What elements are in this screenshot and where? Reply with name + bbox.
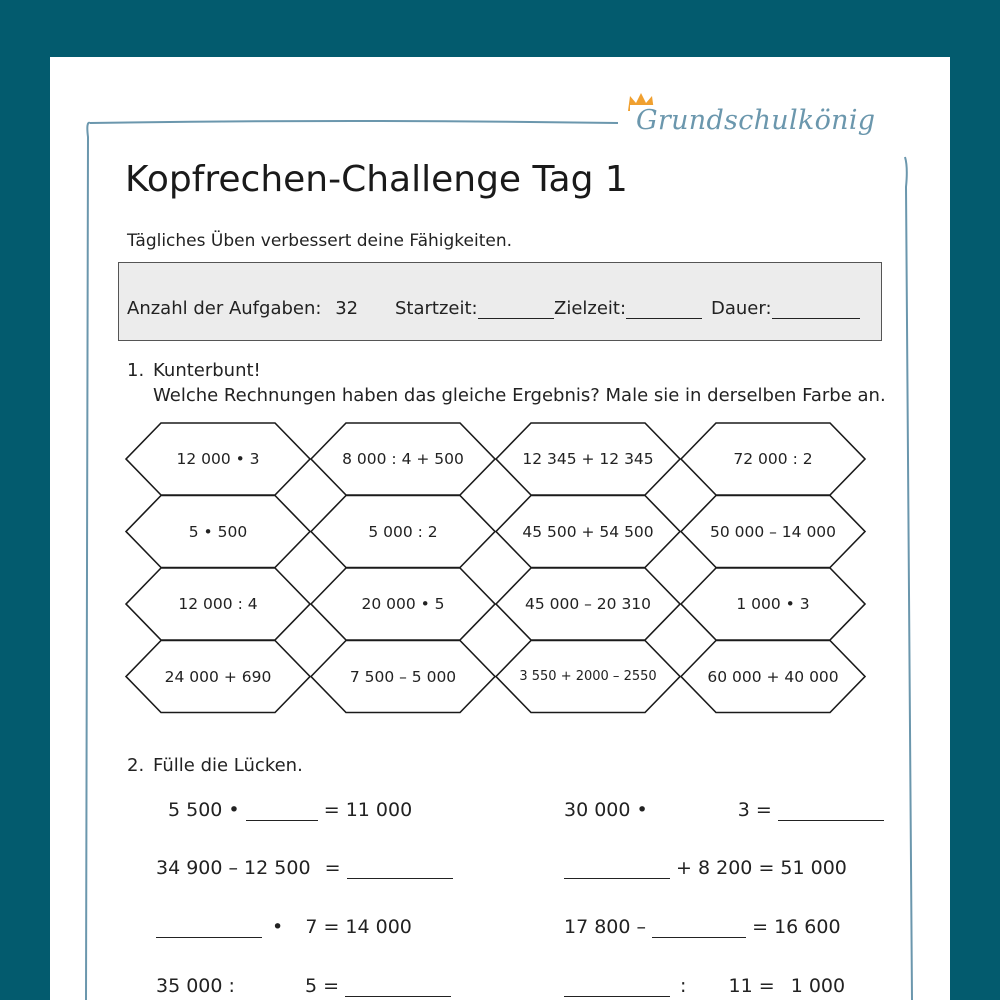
page-subtitle: Tägliches Üben verbessert deine Fähigkeiten. (127, 231, 513, 251)
hexagon-label: 5 • 500 (188, 522, 248, 541)
equation-left-4-a: 35 000 : (156, 975, 235, 997)
equation-left-4 (156, 975, 451, 997)
equation-right-2-a: + 8 200 = 51 000 (676, 857, 847, 879)
equation-right-4-a: : (680, 975, 687, 997)
hexagon-label: 50 000 – 14 000 (709, 522, 837, 541)
equation-right-4-c: 1 000 (790, 975, 846, 997)
equation-right-3-b: = 16 600 (752, 916, 841, 938)
answer-blank[interactable] (246, 800, 318, 821)
equation-right-4-b: 11 = (728, 975, 775, 997)
hexagon-label: 72 000 : 2 (733, 450, 813, 468)
hexagon-label: 60 000 + 40 000 (707, 667, 839, 686)
answer-blank[interactable] (345, 976, 451, 997)
task1-heading: Kunterbunt! (153, 360, 261, 381)
hexagon-label: 45 000 – 20 310 (524, 595, 652, 613)
task-count-value: 32 (335, 298, 359, 319)
equation-right-1-b: 3 = (737, 799, 772, 821)
task2-number: 2. (127, 755, 145, 776)
equation-left-1-b: = 11 000 (323, 799, 413, 821)
equation-right-1-a: 30 000 • (564, 799, 648, 821)
equation-left-1 (168, 799, 412, 821)
equation-left-3-a: • (272, 916, 284, 938)
answer-blank[interactable] (564, 976, 670, 997)
equation-left-3 (156, 916, 412, 938)
equation-right-1 (564, 799, 884, 821)
hexagon-label: 12 345 + 12 345 (522, 450, 654, 468)
equation-right-3 (564, 916, 841, 938)
start-time-label: Startzeit: (395, 298, 478, 319)
hexagon-label: 12 000 • 3 (176, 450, 260, 468)
equation-left-2-b: = (324, 857, 341, 879)
answer-blank[interactable] (156, 917, 262, 938)
answer-blank[interactable] (564, 858, 670, 879)
duration-label: Dauer: (711, 298, 772, 319)
equation-left-4-b: 5 = (304, 975, 340, 997)
hexagon-label: 24 000 + 690 (164, 667, 272, 686)
hexagon-label: 12 000 : 4 (178, 595, 258, 613)
hexagon-label: 7 500 – 5 000 (349, 667, 457, 686)
equation-left-3-b: 7 = 14 000 (305, 916, 412, 938)
task2-heading: Fülle die Lücken. (153, 755, 303, 776)
brand-logo: Grundschulkönig (630, 105, 881, 136)
hexagon-label: 3 550 + 2000 – 2550 (519, 668, 657, 684)
hexagon-label: 45 500 + 54 500 (522, 522, 654, 541)
target-time-label: Zielzeit: (554, 298, 627, 319)
hexagon-label: 5 000 : 2 (368, 522, 438, 541)
equation-left-2 (156, 857, 453, 879)
hexagon-label: 20 000 • 5 (361, 595, 445, 613)
task1-number: 1. (127, 360, 145, 381)
equation-right-4 (564, 975, 845, 997)
equation-right-2 (564, 857, 847, 879)
equation-left-1-a: 5 500 • (168, 799, 240, 821)
task1-instruction: Welche Rechnungen haben das gleiche Ergebnis? Male sie in derselben Farbe an. (153, 385, 886, 406)
answer-blank[interactable] (652, 917, 746, 938)
answer-blank[interactable] (347, 858, 453, 879)
answer-blank[interactable] (778, 800, 884, 821)
task-count-label: Anzahl der Aufgaben: (127, 298, 322, 319)
equation-left-2-a: 34 900 – 12 500 (156, 857, 311, 879)
worksheet-page (50, 57, 950, 1000)
equation-right-3-a: 17 800 – (564, 916, 647, 938)
hexagon-label: 1 000 • 3 (736, 595, 810, 613)
hexagon-label: 8 000 : 4 + 500 (342, 450, 464, 468)
page-title: Kopfrechen-Challenge Tag 1 (125, 159, 628, 200)
